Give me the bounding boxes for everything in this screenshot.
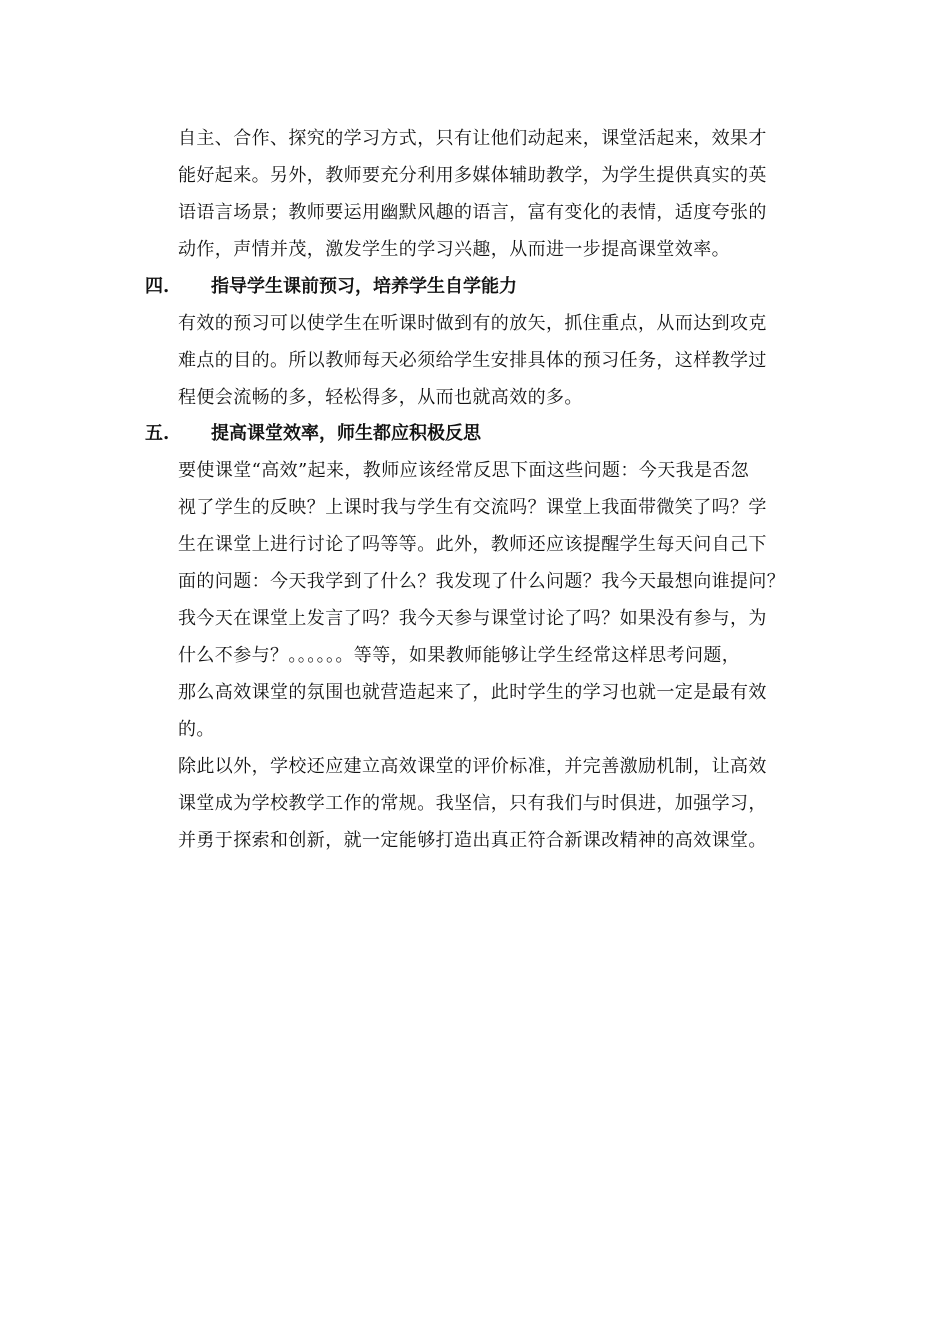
text-line: 面的问题：今天我学到了什么？我发现了什么问题？我今天最想向谁提问？ bbox=[178, 571, 786, 592]
paragraph-closing bbox=[178, 748, 838, 859]
text-line: 什么不参与？。。。。。。等等，如果教师能够让学生经常这样思考问题， bbox=[178, 645, 741, 666]
text-line: 难点的目的。所以教师每天必须给学生安排具体的预习任务，这样教学过 bbox=[178, 350, 767, 371]
section-title: 指导学生课前预习，培养学生自学能力 bbox=[211, 276, 517, 297]
text-line: 生在课堂上进行讨论了吗等等。此外，教师还应该提醒学生每天问自己下 bbox=[178, 534, 767, 555]
text-line: 自主、合作、探究的学习方式，只有让他们动起来，课堂活起来，效果才 bbox=[178, 128, 767, 149]
text-line: 除此以外，学校还应建立高效课堂的评价标准，并完善激励机制，让高效 bbox=[178, 756, 767, 777]
paragraph-section-5 bbox=[178, 452, 838, 748]
text-line: 并勇于探索和创新，就一定能够打造出真正符合新课改精神的高效课堂。 bbox=[178, 830, 767, 851]
text-line: 我今天在课堂上发言了吗？我今天参与课堂讨论了吗？如果没有参与，为 bbox=[178, 608, 767, 629]
paragraph-intro bbox=[178, 120, 838, 268]
text-line: 程便会流畅的多，轻松得多，从而也就高效的多。 bbox=[178, 387, 583, 408]
text-line: 语语言场景；教师要运用幽默风趣的语言，富有变化的表情，适度夸张的 bbox=[178, 202, 767, 223]
section-number: 五. bbox=[145, 423, 170, 444]
text-line: 有效的预习可以使学生在听课时做到有的放矢，抓住重点，从而达到攻克 bbox=[178, 313, 767, 334]
section-number: 四. bbox=[145, 276, 170, 297]
section-heading-4 bbox=[145, 268, 517, 305]
paragraph-section-4 bbox=[178, 305, 838, 416]
text-line: 要使课堂“高效”起来，教师应该经常反思下面这些问题：今天我是否忽 bbox=[178, 460, 750, 481]
text-line: 那么高效课堂的氛围也就营造起来了，此时学生的学习也就一定是最有效 bbox=[178, 682, 767, 703]
text-line: 动作，声情并茂，激发学生的学习兴趣，从而进一步提高课堂效率。 bbox=[178, 239, 730, 260]
section-title: 提高课堂效率，师生都应积极反思 bbox=[211, 423, 481, 444]
text-line: 能好起来。另外，教师要充分利用多媒体辅助教学，为学生提供真实的英 bbox=[178, 165, 767, 186]
section-heading-5 bbox=[145, 415, 481, 452]
text-line: 课堂成为学校教学工作的常规。我坚信，只有我们与时俱进，加强学习， bbox=[178, 793, 767, 814]
text-line: 视了学生的反映？上课时我与学生有交流吗？课堂上我面带微笑了吗？学 bbox=[178, 497, 767, 518]
text-line: 的。 bbox=[178, 719, 215, 740]
